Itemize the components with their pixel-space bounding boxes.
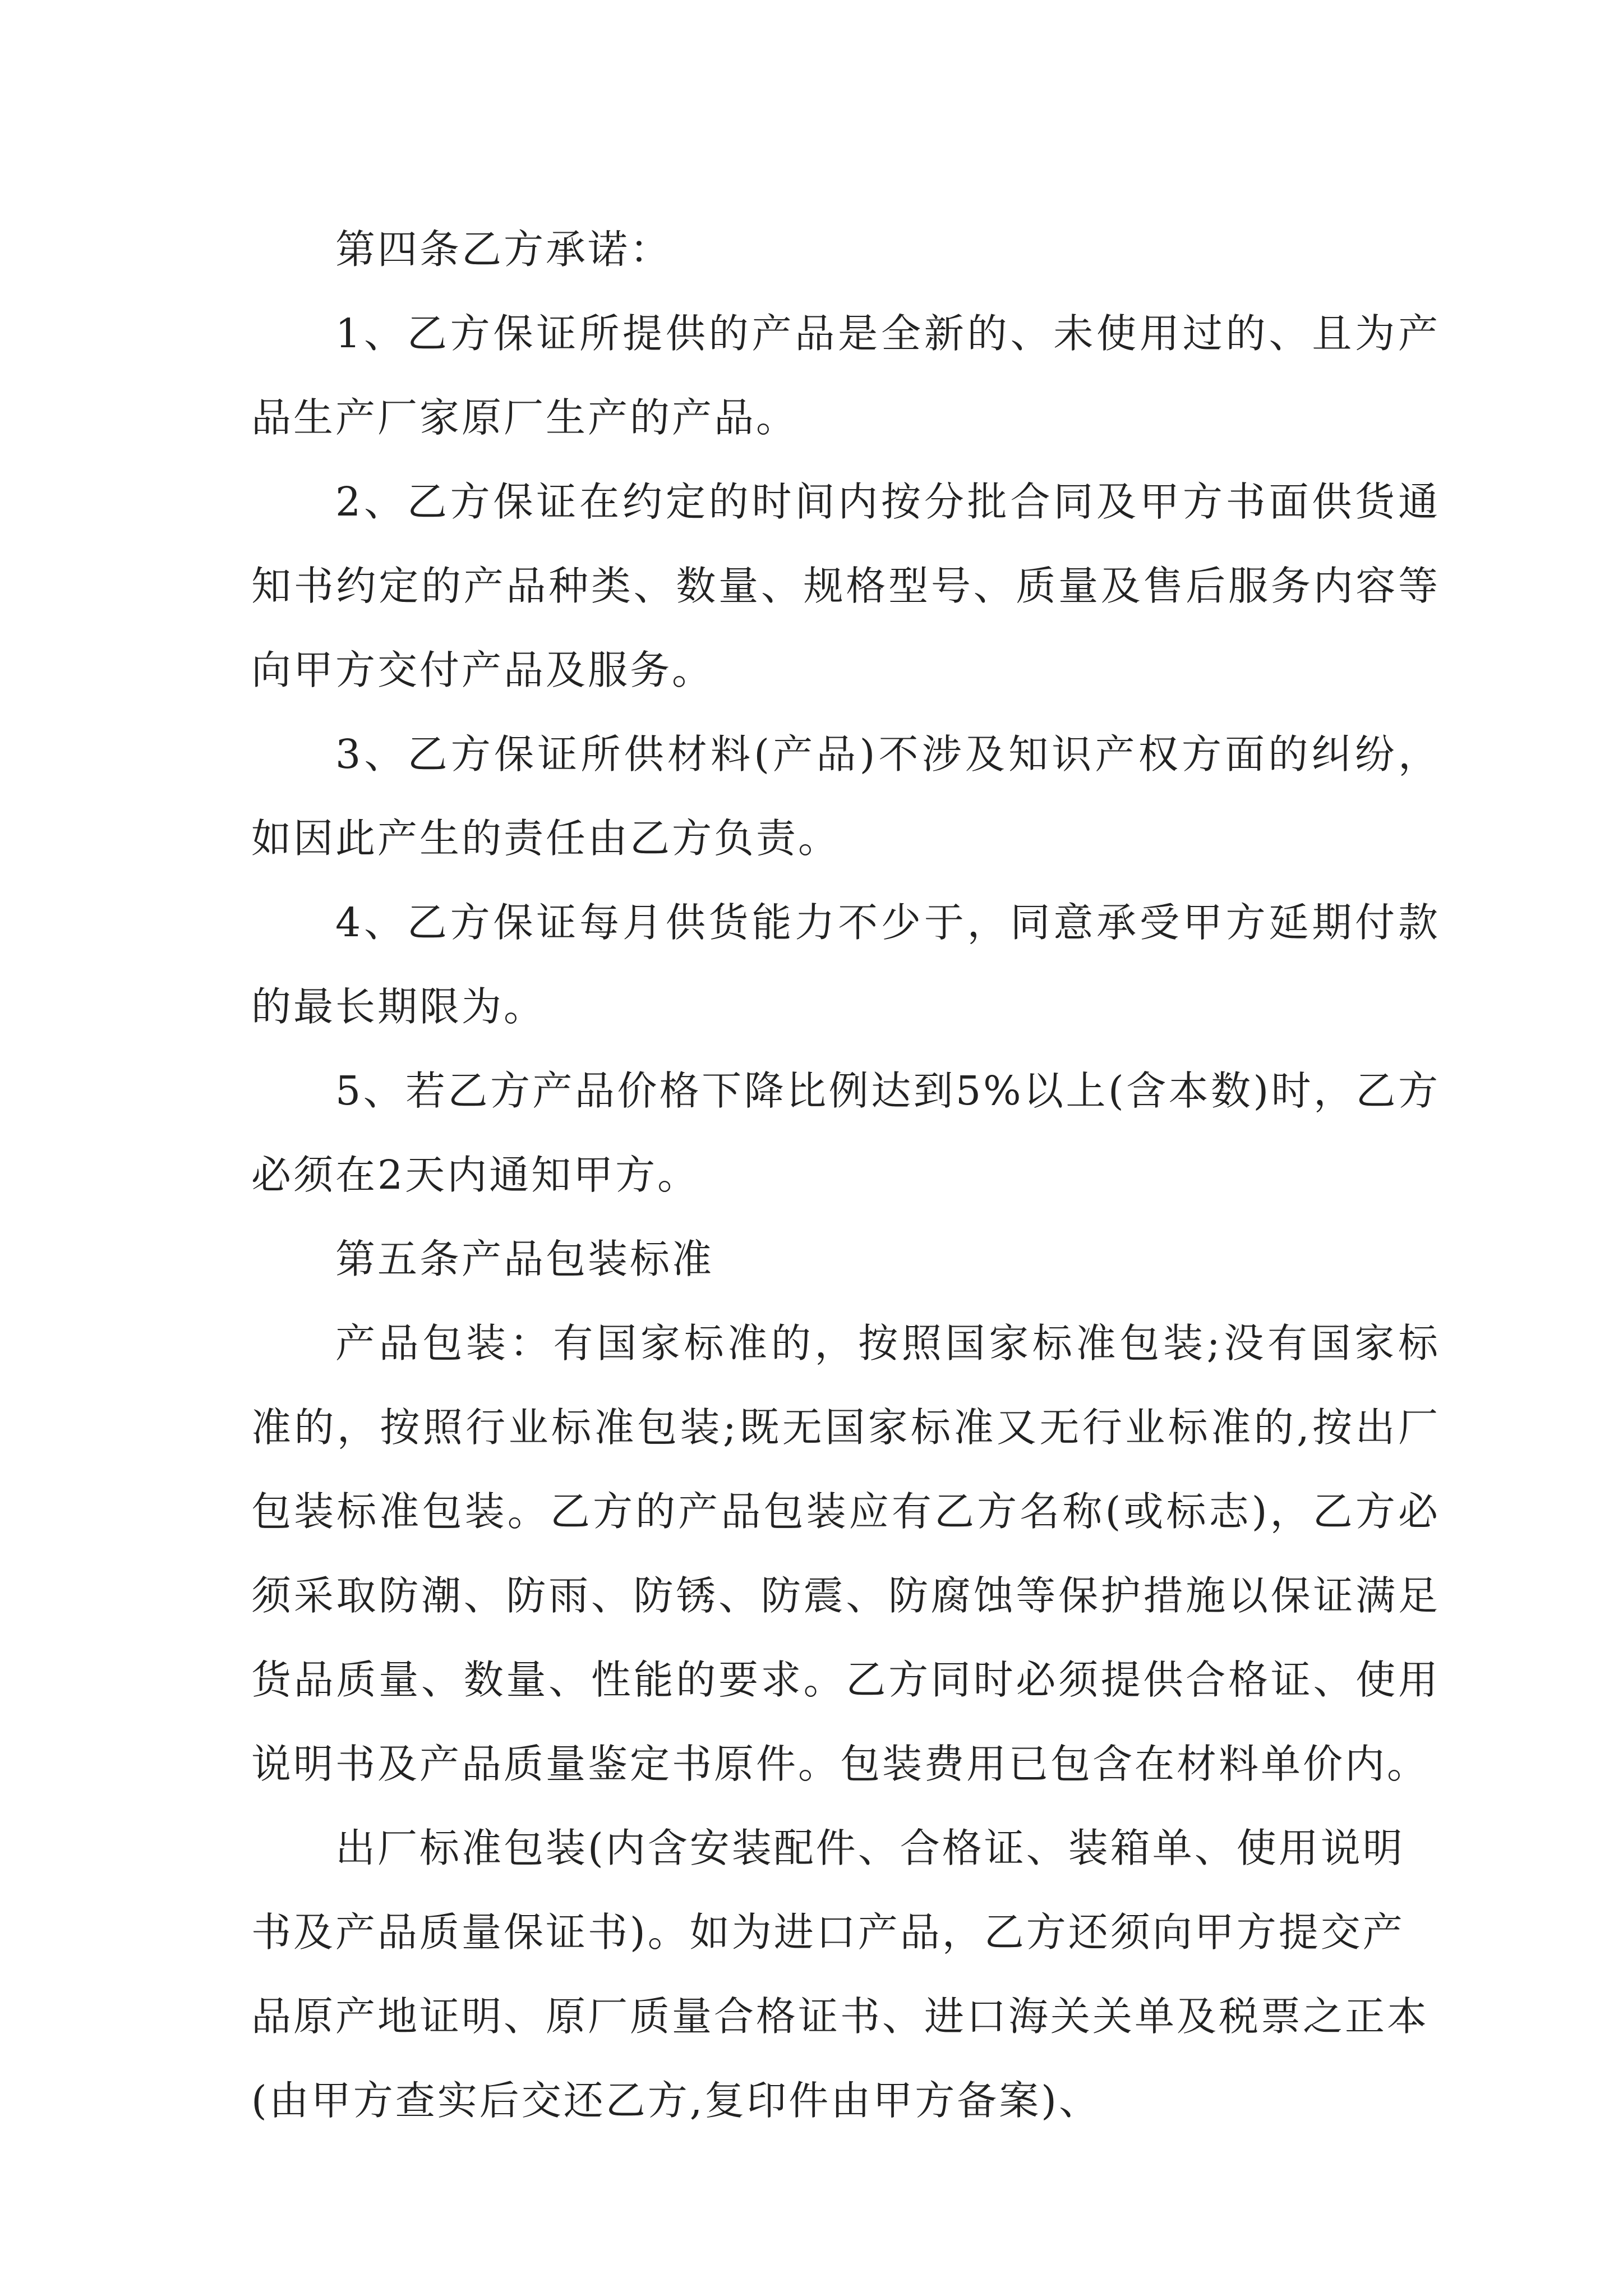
article-4-heading: 第四条乙方承诺： bbox=[335, 226, 672, 273]
article-4-clause-2: 2、乙方保证在约定的时间内按分批合同及甲方书面供货通知书约定的产品种类、数量、规格型号、质量及售后服务内容等向甲方交付产品及服务。 bbox=[251, 478, 1440, 693]
article-4-clause-4: 4、乙方保证每月供货能力不少于，同意承受甲方延期付款的最长期限为。 bbox=[251, 899, 1440, 1030]
factory-packaging-paragraph: 出厂标准包装(内含安装配件、合格证、装箱单、使用说明书及产品质量保证书)。如为进口产品，乙方还须向甲方提交产品原产地证明、原厂质量合格证书、进口海关关单及税票之正本(由甲方查实后交还乙方,复印件由甲方备案)、 bbox=[251, 1825, 1430, 2124]
article-4-clause-3: 3、乙方保证所供材料(产品)不涉及知识产权方面的纠纷，如因此产生的责任由乙方负责。 bbox=[251, 731, 1440, 862]
article-5-heading: 第五条产品包装标准 bbox=[335, 1236, 714, 1282]
document-body bbox=[251, 208, 1440, 2143]
article-4-clause-5: 5、若乙方产品价格下降比例达到5%以上(含本数)时，乙方必须在2天内通知甲方。 bbox=[251, 1068, 1440, 1198]
article-4-clause-1: 1、乙方保证所提供的产品是全新的、未使用过的、且为产品生产厂家原厂生产的产品。 bbox=[251, 310, 1440, 441]
packaging-paragraph: 产品包装：有国家标准的，按照国家标准包装;没有国家标准的，按照行业标准包装;既无国家标准又无行业标准的,按出厂包装标准包装。乙方的产品包装应有乙方名称(或标志)，乙方必须采取防潮、防雨、防锈、防震、防腐蚀等保护措施以保证满足货品质量、数量、性能的要求。乙方同时必须提供合格证、使用说明书及产品质量鉴定书原件。包装费用已包含在材料单价内。 bbox=[251, 1320, 1440, 1787]
